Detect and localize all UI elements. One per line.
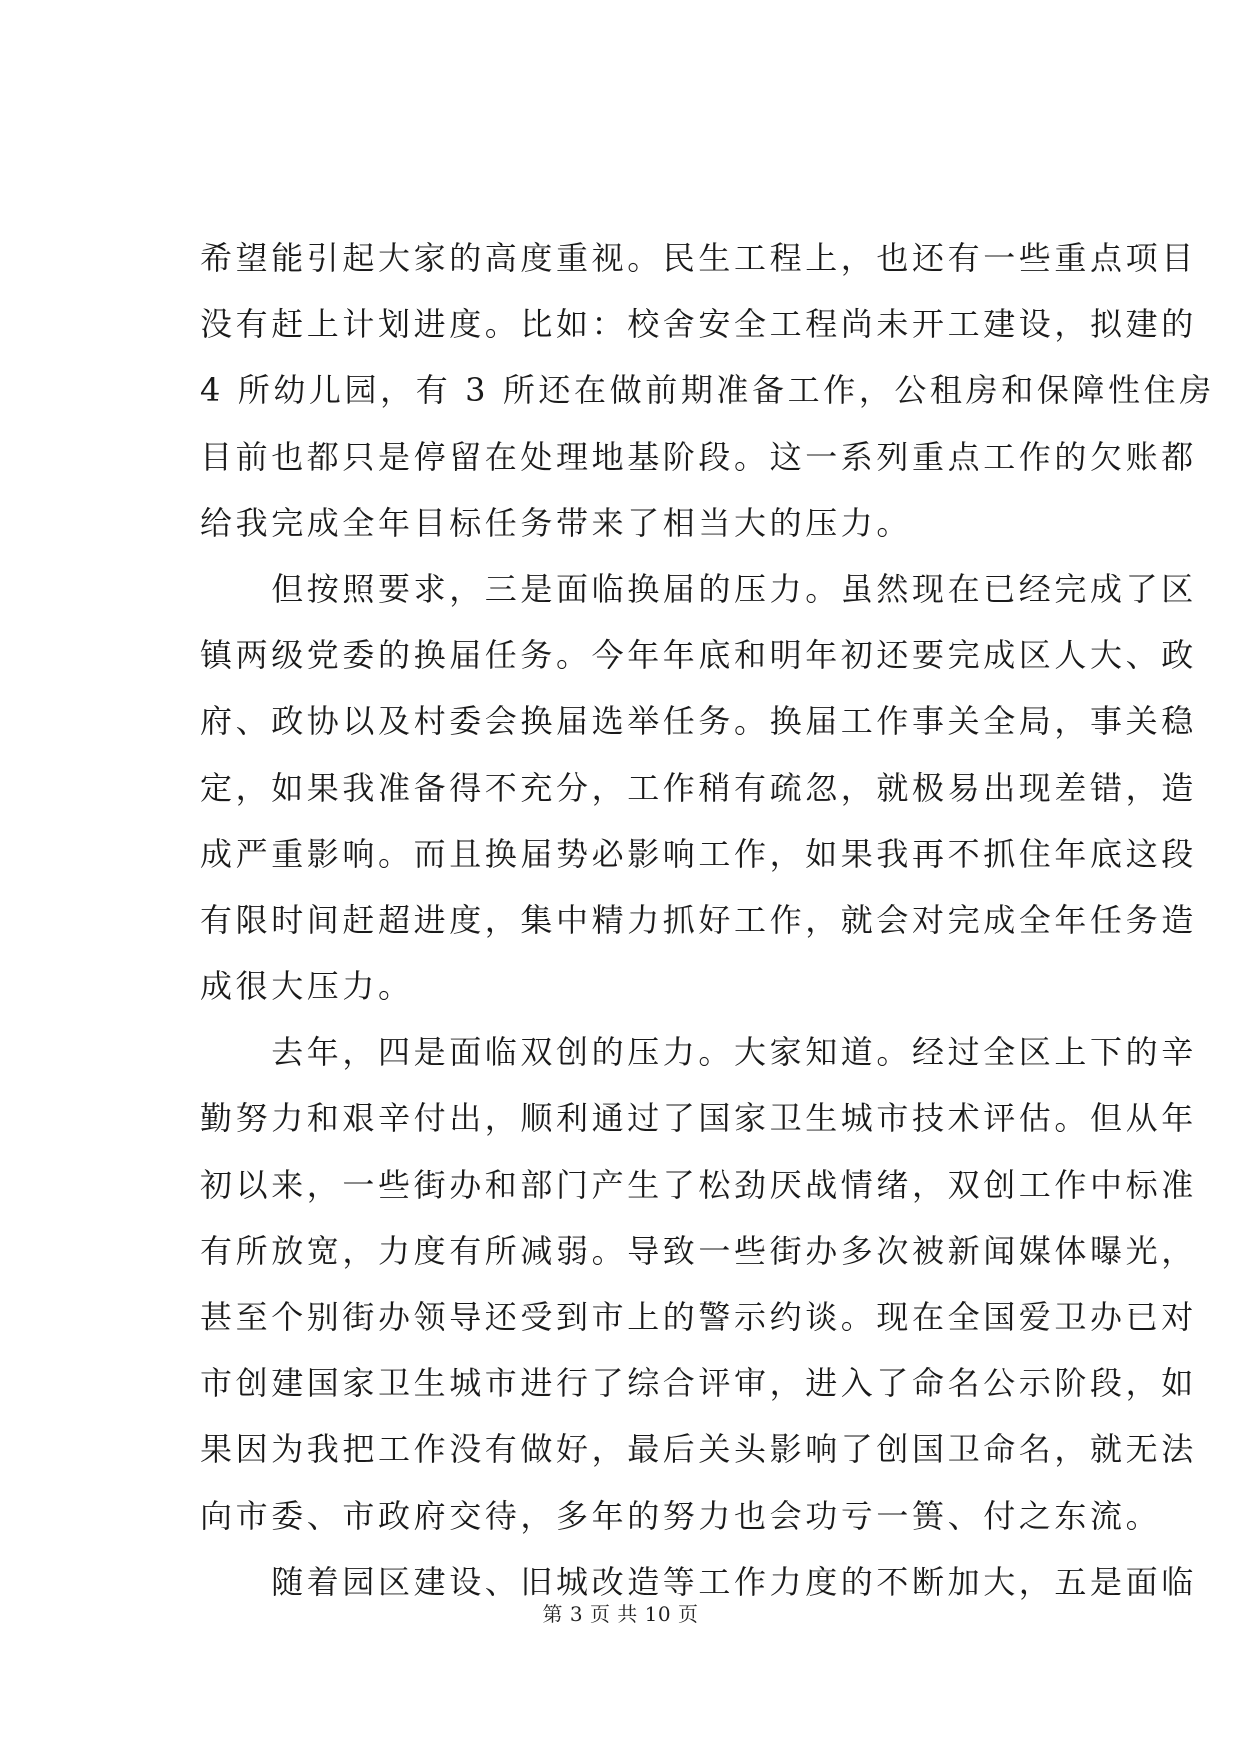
text-line: 目前也都只是停留在处理地基阶段。这一系列重点工作的欠账都 <box>200 437 1197 476</box>
text-line: 成严重影响。而且换届势必影响工作，如果我再不抓住年底这段 <box>200 834 1197 873</box>
text-line: 4 所幼儿园，有 3 所还在做前期准备工作，公租房和保障性住房 <box>200 371 1215 410</box>
text-line: 给我完成全年目标任务带来了相当大的压力。 <box>200 503 913 542</box>
text-line: 没有赶上计划进度。比如：校舍安全工程尚未开工建设，拟建的 <box>200 305 1197 344</box>
text-line: 成很大压力。 <box>200 967 414 1006</box>
text-line: 向市委、市政府交待，多年的努力也会功亏一篑、付之东流。 <box>200 1496 1162 1535</box>
text-line: 希望能引起大家的高度重视。民生工程上，也还有一些重点项目 <box>200 239 1197 277</box>
text-line: 果因为我把工作没有做好，最后关头影响了创国卫命名，就无法 <box>200 1430 1197 1469</box>
text-line: 有所放宽，力度有所减弱。导致一些街办多次被新闻媒体曝光， <box>200 1231 1197 1270</box>
text-line: 府、政协以及村委会换届选举任务。换届工作事关全局，事关稳 <box>200 702 1197 741</box>
text-line: 市创建国家卫生城市进行了综合评审，进入了命名公示阶段，如 <box>200 1364 1197 1403</box>
text-line: 随着园区建设、旧城改造等工作力度的不断加大，五是面临 <box>200 1562 1197 1601</box>
text-line: 甚至个别街办领导还受到市上的警示约谈。现在全国爱卫办已对 <box>200 1298 1197 1336</box>
body-text <box>200 225 1215 1615</box>
page-number-footer: 第 3 页 共 10 页 <box>542 1602 699 1626</box>
text-line: 定，如果我准备得不充分，工作稍有疏忽，就极易出现差错，造 <box>200 768 1197 807</box>
text-line: 去年，四是面临双创的压力。大家知道。经过全区上下的辛 <box>200 1033 1197 1072</box>
text-line: 初以来，一些街办和部门产生了松劲厌战情绪，双创工作中标准 <box>200 1165 1197 1204</box>
text-line: 但按照要求，三是面临换届的压力。虽然现在已经完成了区 <box>200 569 1197 608</box>
text-line: 镇两级党委的换届任务。今年年底和明年初还要完成区人大、政 <box>200 636 1197 675</box>
text-line: 有限时间赶超进度，集中精力抓好工作，就会对完成全年任务造 <box>200 900 1197 939</box>
text-line: 勤努力和艰辛付出，顺利通过了国家卫生城市技术评估。但从年 <box>200 1099 1197 1138</box>
